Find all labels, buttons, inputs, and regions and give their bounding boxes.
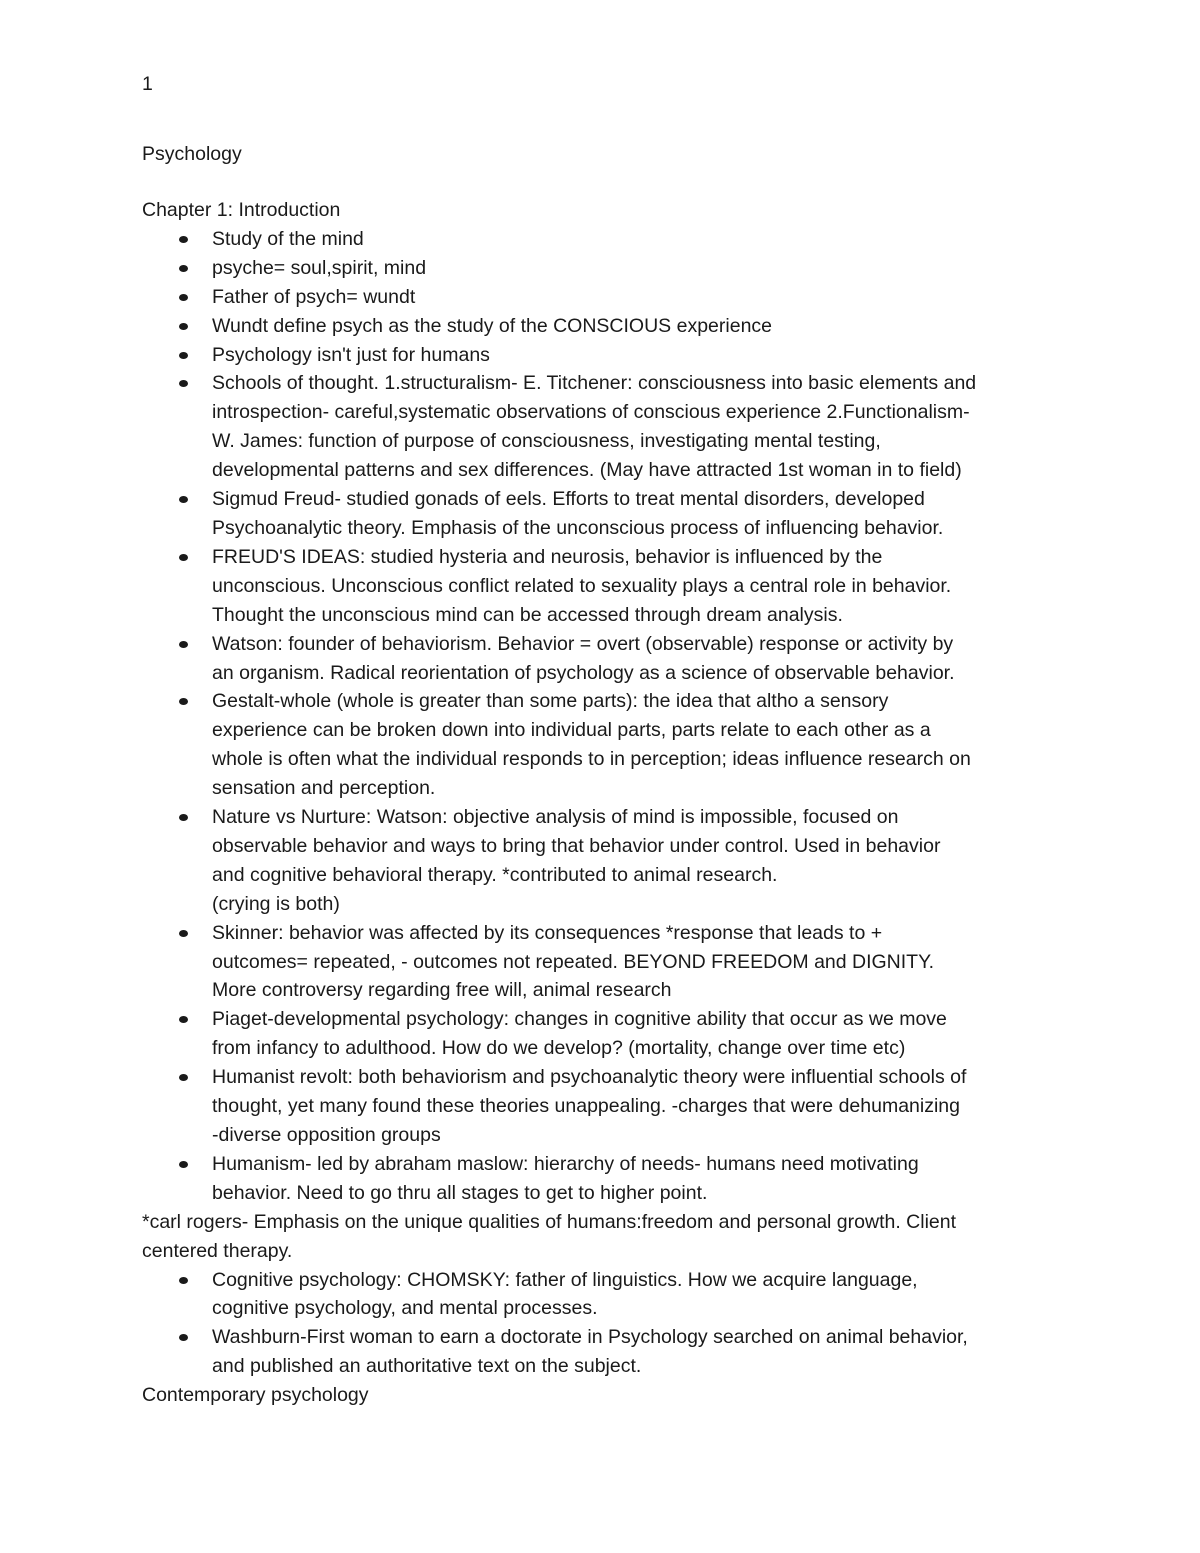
list-item-text: Humanism- led by abraham maslow: hierarchy of needs- humans need motivating behavior. Need to go thru all stages to get to higher point. — [212, 1152, 919, 1204]
list-item — [142, 1150, 1072, 1208]
list-item-text: Cognitive psychology: CHOMSKY: father of linguistics. How we acquire language, cognitive psychology, and mental processes. — [212, 1268, 918, 1320]
list-item-text: Washburn-First woman to earn a doctorate in Psychology searched on animal behavior, and published an authoritative text on the subject. — [212, 1326, 968, 1378]
bullet-icon — [179, 1016, 188, 1023]
list-item — [142, 1266, 1072, 1324]
document-title: Psychology — [142, 143, 242, 165]
rogers-paragraph: *carl rogers- Emphasis on the unique qualities of humans:freedom and personal growth. Client centered therapy. — [142, 1210, 957, 1262]
bullet-list-secondary — [142, 1266, 1072, 1382]
bullet-icon — [179, 698, 188, 705]
notes-body — [142, 196, 1072, 1410]
bullet-icon — [179, 294, 188, 301]
chapter-heading: Chapter 1: Introduction — [142, 199, 341, 221]
list-item — [142, 369, 1072, 485]
page-number: 1 — [142, 73, 153, 95]
bullet-icon — [179, 554, 188, 561]
bullet-icon — [179, 323, 188, 330]
bullet-icon — [179, 1161, 188, 1168]
list-item — [142, 687, 1072, 803]
list-item — [142, 1005, 1072, 1063]
section-heading-contemporary: Contemporary psychology — [142, 1384, 369, 1407]
list-item — [142, 1323, 1072, 1381]
bullet-icon — [179, 352, 188, 359]
list-item — [142, 485, 1072, 543]
bullet-icon — [179, 265, 188, 272]
list-item — [142, 254, 1072, 283]
list-item-text: Schools of thought. 1.structuralism- E. Titchener: consciousness into basic elements and introspection- careful,systematic observations of conscious experience 2.Functionalism- W. James: function of purpose of consciousness, investigating mental testing, developmental patterns and sex differences. (May have attracted 1st woman in to field) — [212, 372, 977, 482]
list-item-text: Nature vs Nurture: Watson: objective analysis of mind is impossible, focused on observable behavior and ways to bring that behavior under control. Used in behavior and cognitive behavioral therapy. *contributed to animal research. (crying is both) — [212, 806, 941, 915]
list-item-text: Study of the mind — [212, 227, 364, 250]
list-item-text: Skinner: behavior was affected by its consequences *response that leads to + outcomes= repeated, - outcomes not repeated. BEYOND FREEDOM and DIGNITY. More controversy regarding free will, animal research — [212, 921, 935, 1002]
bullet-icon — [179, 930, 188, 937]
list-item-text: psyche= soul,spirit, mind — [212, 256, 427, 279]
list-item — [142, 283, 1072, 312]
list-item-text: Humanist revolt: both behaviorism and psychoanalytic theory were influential schools of thought, yet many found these theories unappealing. -charges that were dehumanizing -diverse opposition groups — [212, 1066, 967, 1146]
bullet-icon — [179, 1334, 188, 1341]
list-item-text: Sigmud Freud- studied gonads of eels. Efforts to treat mental disorders, developed Psychoanalytic theory. Emphasis of the unconscious process of influencing behavior. — [212, 488, 944, 539]
bullet-list-main — [142, 225, 1072, 1208]
bullet-icon — [179, 641, 188, 648]
list-item — [142, 225, 1072, 254]
list-item-text: Gestalt-whole (whole is greater than some parts): the idea that altho a sensory experience can be broken down into individual parts, parts relate to each other as a whole is often what the individual responds to in perception; ideas influence research on sensation and perception. — [212, 690, 971, 800]
bullet-icon — [179, 380, 188, 387]
list-item — [142, 1063, 1072, 1150]
list-item — [142, 919, 1072, 1006]
bullet-icon — [179, 496, 188, 503]
list-item — [142, 341, 1072, 370]
bullet-icon — [179, 236, 188, 243]
list-item-text: Wundt define psych as the study of the CONSCIOUS experience — [212, 314, 773, 337]
list-item — [142, 803, 1072, 919]
bullet-icon — [179, 1074, 188, 1081]
bullet-icon — [179, 1277, 188, 1284]
list-item-text: Watson: founder of behaviorism. Behavior = overt (observable) response or activity by an organism. Radical reorientation of psychology as a science of observable behavior. — [212, 632, 955, 684]
list-item — [142, 630, 1072, 688]
list-item — [142, 312, 1072, 341]
list-item-text: Piaget-developmental psychology: changes in cognitive ability that occur as we move from infancy to adulthood. How do we develop? (mortality, change over time etc) — [212, 1008, 947, 1060]
list-item-text: Father of psych= wundt — [212, 285, 416, 308]
list-item-text: FREUD'S IDEAS: studied hysteria and neurosis, behavior is influenced by the unconscious. Unconscious conflict related to sexuality plays a central role in behavior. Thought the unconscious mind can be accessed through dream analysis. — [212, 545, 952, 626]
list-item-text: Psychology isn't just for humans — [212, 343, 490, 366]
list-item — [142, 543, 1072, 630]
bullet-icon — [179, 814, 188, 821]
